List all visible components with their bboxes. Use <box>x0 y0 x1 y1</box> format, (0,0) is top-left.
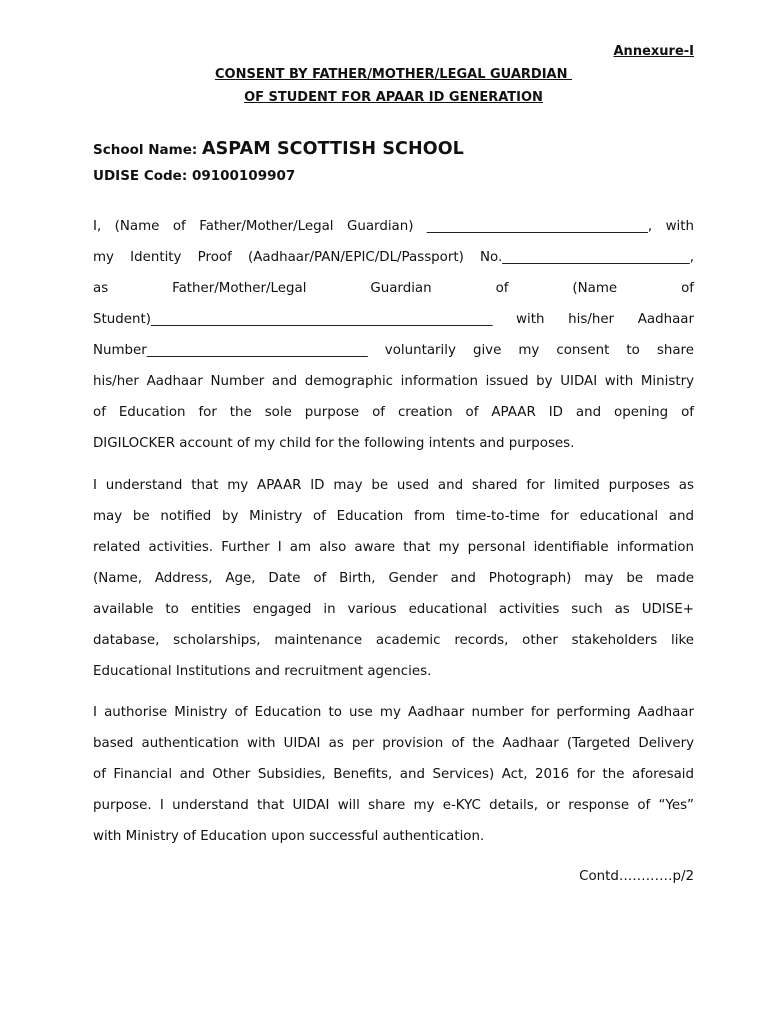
paragraph-line: purpose. I understand that UIDAI will share my e-KYC details, or response of “Yes” <box>93 798 694 813</box>
paragraph-line: database, scholarships, maintenance academic records, other stakeholders like <box>93 633 694 648</box>
paragraph-line: of Financial and Other Subsidies, Benefits, and Services) Act, 2016 for the aforesaid <box>93 767 694 782</box>
paragraph-line: I, (Name of Father/Mother/Legal Guardian) _________________________________, with <box>93 219 694 234</box>
paragraph-line: available to entities engaged in various educational activities such as UDISE+ <box>93 602 694 617</box>
udise-code-value: 09100109907 <box>191 168 296 184</box>
school-name-label: School Name: <box>93 142 202 158</box>
annexure-label: Annexure-I <box>613 44 694 59</box>
paragraph-line: related activities. Further I am also aware that my personal identifiable information <box>93 540 694 555</box>
consent-paragraph <box>93 211 694 459</box>
paragraph-line: of Education for the sole purpose of creation of APAAR ID and opening of <box>93 405 694 420</box>
authorisation-paragraph <box>93 697 694 852</box>
paragraph-line: I authorise Ministry of Education to use my Aadhaar number for performing Aadhaar <box>93 705 694 720</box>
understanding-paragraph <box>93 470 694 687</box>
paragraph-line: his/her Aadhaar Number and demographic information issued by UIDAI with Ministry <box>93 374 694 389</box>
paragraph-line: with Ministry of Education upon successful authentication. <box>93 829 485 844</box>
document-page <box>93 0 694 1024</box>
paragraph-line: Educational Institutions and recruitment agencies. <box>93 664 432 679</box>
paragraph-line: may be notified by Ministry of Education from time-to-time for educational and <box>93 509 694 524</box>
paragraph-line: (Name, Address, Age, Date of Birth, Gender and Photograph) may be made <box>93 571 694 586</box>
udise-code-label: UDISE Code: <box>93 168 192 184</box>
school-name-value: ASPAM SCOTTISH SCHOOL <box>201 139 464 159</box>
paragraph-line: Student)___________________________________________________ with his/her Aadhaar <box>93 312 694 327</box>
paragraph-line: as Father/Mother/Legal Guardian of (Name of <box>93 281 694 296</box>
school-name-row <box>93 139 464 159</box>
paragraph-line: I understand that my APAAR ID may be used and shared for limited purposes as <box>93 478 694 493</box>
document-title-line-2: OF STUDENT FOR APAAR ID GENERATION <box>244 90 543 105</box>
paragraph-line: DIGILOCKER account of my child for the following intents and purposes. <box>93 436 575 451</box>
paragraph-line: based authentication with UIDAI as per provision of the Aadhaar (Targeted Delivery <box>93 736 694 751</box>
paragraph-line: Number_________________________________ voluntarily give my consent to share <box>93 343 694 358</box>
continued-marker: Contd…………p/2 <box>579 869 694 884</box>
paragraph-line: my Identity Proof (Aadhaar/PAN/EPIC/DL/Passport) No.____________________________, <box>93 250 694 265</box>
udise-code-row <box>93 168 295 184</box>
document-title-line-1: CONSENT BY FATHER/MOTHER/LEGAL GUARDIAN <box>214 67 573 82</box>
